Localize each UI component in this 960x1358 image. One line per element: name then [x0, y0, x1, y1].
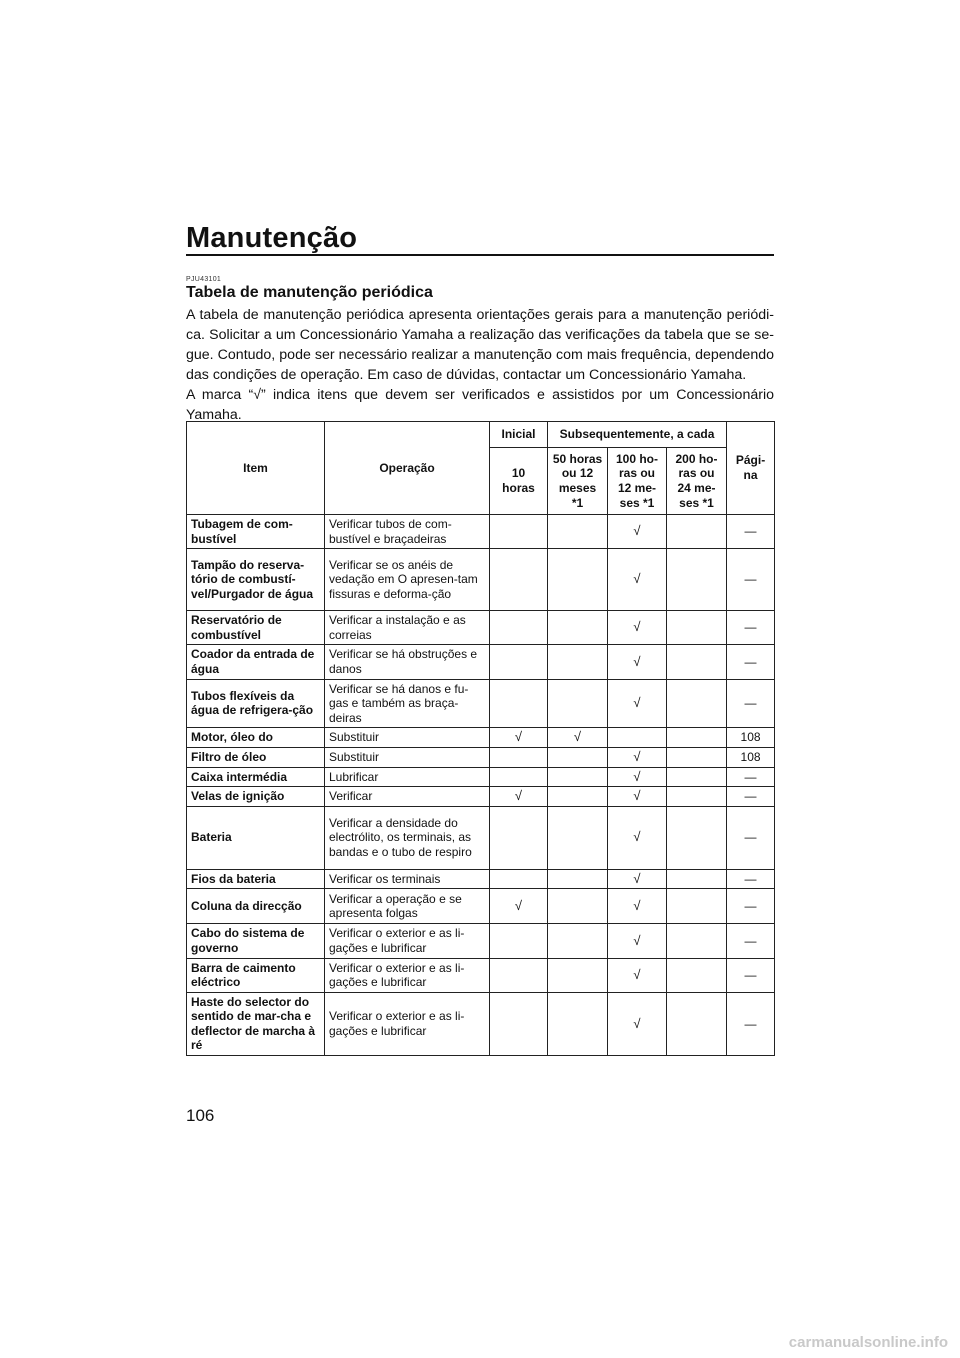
row-item: Tampão do reserva-tório de combustí-vel/Purgador de água [187, 549, 325, 611]
row-item: Fios da bateria [187, 869, 325, 889]
header-10-hours: 10 horas [490, 448, 548, 515]
row-page: — [727, 645, 775, 679]
row-check-50h [548, 958, 608, 992]
header-subsequent: Subsequentemente, a cada [548, 422, 727, 448]
intro-paragraph: A marca “√” indica itens que devem ser verificados e assistidos por um Concessionário Yamaha. [186, 387, 774, 423]
row-check-100h: √ [608, 889, 667, 924]
section-heading: Tabela de manutenção periódica [186, 284, 433, 301]
row-check-100h: √ [608, 787, 667, 807]
row-page: — [727, 515, 775, 549]
row-page: — [727, 924, 775, 958]
row-item: Velas de ignição [187, 787, 325, 807]
row-operation: Verificar o exterior e as li-gações e lubrificar [325, 992, 490, 1055]
row-check-50h [548, 611, 608, 645]
row-check-200h [667, 611, 727, 645]
row-check-100h: √ [608, 645, 667, 679]
page-number: 106 [186, 1106, 215, 1125]
table-row [187, 645, 775, 679]
row-item: Cabo do sistema de governo [187, 924, 325, 958]
row-item: Tubos flexíveis da água de refrigera-ção [187, 679, 325, 728]
table-row [187, 889, 775, 924]
row-operation: Lubrificar [325, 767, 490, 787]
row-check-10h [490, 611, 548, 645]
row-check-200h [667, 992, 727, 1055]
row-check-50h [548, 787, 608, 807]
header-page: Pági-na [727, 422, 775, 515]
table-row [187, 958, 775, 992]
section-code: PJU43101 [186, 276, 222, 283]
row-operation: Verificar se há danos e fu-gas e também as braça-deiras [325, 679, 490, 728]
row-check-50h [548, 645, 608, 679]
row-page: — [727, 611, 775, 645]
row-page: — [727, 549, 775, 611]
row-check-10h: √ [490, 889, 548, 924]
row-operation: Verificar se os anéis de vedação em O apresen-tam fissuras e deforma-ção [325, 549, 490, 611]
row-operation: Verificar a instalação e as correias [325, 611, 490, 645]
header-50-hours: 50 horas ou 12 meses *1 [548, 448, 608, 515]
row-check-200h [667, 924, 727, 958]
row-check-10h [490, 958, 548, 992]
row-check-10h [490, 806, 548, 869]
row-operation: Substituir [325, 747, 490, 767]
row-page: — [727, 958, 775, 992]
row-check-10h [490, 515, 548, 549]
row-check-200h [667, 958, 727, 992]
row-check-10h [490, 767, 548, 787]
row-check-100h: √ [608, 806, 667, 869]
row-check-100h: √ [608, 869, 667, 889]
row-check-50h: √ [548, 728, 608, 748]
title-divider [186, 254, 774, 256]
row-check-200h [667, 679, 727, 728]
row-page: — [727, 787, 775, 807]
row-check-100h: √ [608, 515, 667, 549]
row-item: Reservatório de combustível [187, 611, 325, 645]
row-check-10h [490, 645, 548, 679]
row-operation: Verificar o exterior e as li-gações e lubrificar [325, 924, 490, 958]
intro-paragraph: A tabela de manutenção periódica apresenta orientações gerais para a manutenção periódi-ca. Solicitar a um Concessionário Yamaha a realização das verificações da tabela que se se-gue. Contudo, pode ser necessário realizar a manutenção com mais frequência, dependendo das condições de operação. Em caso de dúvidas, contactar um Concessionário Yamaha. [186, 307, 774, 383]
row-page: — [727, 869, 775, 889]
row-page: — [727, 806, 775, 869]
row-operation: Substituir [325, 728, 490, 748]
row-check-100h: √ [608, 679, 667, 728]
row-item: Barra de caimento eléctrico [187, 958, 325, 992]
row-check-50h [548, 747, 608, 767]
row-check-50h [548, 992, 608, 1055]
row-check-200h [667, 889, 727, 924]
row-check-100h: √ [608, 992, 667, 1055]
row-check-100h: √ [608, 747, 667, 767]
row-check-50h [548, 869, 608, 889]
row-check-10h: √ [490, 728, 548, 748]
row-check-10h [490, 747, 548, 767]
row-check-10h [490, 992, 548, 1055]
row-item: Haste do selector do sentido de mar-cha e deflector de marcha à ré [187, 992, 325, 1055]
watermark: carmanualsonline.info [788, 1334, 948, 1351]
row-check-50h [548, 679, 608, 728]
row-check-50h [548, 549, 608, 611]
row-check-100h [608, 728, 667, 748]
row-check-10h: √ [490, 787, 548, 807]
row-check-50h [548, 806, 608, 869]
row-check-100h: √ [608, 611, 667, 645]
row-page: 108 [727, 728, 775, 748]
table-row [187, 515, 775, 549]
row-page: — [727, 992, 775, 1055]
row-check-50h [548, 889, 608, 924]
header-operation: Operação [325, 422, 490, 515]
row-check-50h [548, 924, 608, 958]
table-row [187, 679, 775, 728]
row-check-200h [667, 767, 727, 787]
row-check-100h: √ [608, 549, 667, 611]
row-item: Filtro de óleo [187, 747, 325, 767]
table-row [187, 806, 775, 869]
header-item: Item [187, 422, 325, 515]
row-check-200h [667, 728, 727, 748]
table-row [187, 728, 775, 748]
header-initial: Inicial [490, 422, 548, 448]
row-check-200h [667, 549, 727, 611]
row-operation: Verificar o exterior e as li-gações e lubrificar [325, 958, 490, 992]
row-operation: Verificar a operação e se apresenta folgas [325, 889, 490, 924]
row-item: Bateria [187, 806, 325, 869]
row-item: Coador da entrada de água [187, 645, 325, 679]
row-check-200h [667, 787, 727, 807]
row-item: Caixa intermédia [187, 767, 325, 787]
header-200-hours: 200 ho-ras ou 24 me-ses *1 [667, 448, 727, 515]
maintenance-table [186, 421, 775, 1056]
row-check-50h [548, 767, 608, 787]
row-check-10h [490, 869, 548, 889]
row-check-100h: √ [608, 924, 667, 958]
table-row [187, 767, 775, 787]
row-operation: Verificar tubos de com-bustível e braçadeiras [325, 515, 490, 549]
row-operation: Verificar os terminais [325, 869, 490, 889]
row-item: Coluna da direcção [187, 889, 325, 924]
row-operation: Verificar se há obstruções e danos [325, 645, 490, 679]
row-page: — [727, 889, 775, 924]
intro-text [186, 305, 774, 425]
row-check-200h [667, 645, 727, 679]
row-check-200h [667, 747, 727, 767]
row-check-10h [490, 549, 548, 611]
row-item: Motor, óleo do [187, 728, 325, 748]
row-check-200h [667, 806, 727, 869]
table-row [187, 869, 775, 889]
row-check-100h: √ [608, 958, 667, 992]
row-check-50h [548, 515, 608, 549]
row-page: — [727, 767, 775, 787]
row-operation: Verificar [325, 787, 490, 807]
row-check-10h [490, 924, 548, 958]
row-check-10h [490, 679, 548, 728]
row-check-200h [667, 869, 727, 889]
header-100-hours: 100 ho-ras ou 12 me-ses *1 [608, 448, 667, 515]
row-check-200h [667, 515, 727, 549]
row-item: Tubagem de com-bustível [187, 515, 325, 549]
table-row [187, 924, 775, 958]
table-row [187, 747, 775, 767]
table-row [187, 549, 775, 611]
page-title: Manutenção [186, 222, 358, 254]
table-row [187, 787, 775, 807]
row-check-100h: √ [608, 767, 667, 787]
table-row [187, 992, 775, 1055]
table-row [187, 611, 775, 645]
row-page: — [727, 679, 775, 728]
row-operation: Verificar a densidade do electrólito, os terminais, as bandas e o tubo de respiro [325, 806, 490, 869]
row-page: 108 [727, 747, 775, 767]
